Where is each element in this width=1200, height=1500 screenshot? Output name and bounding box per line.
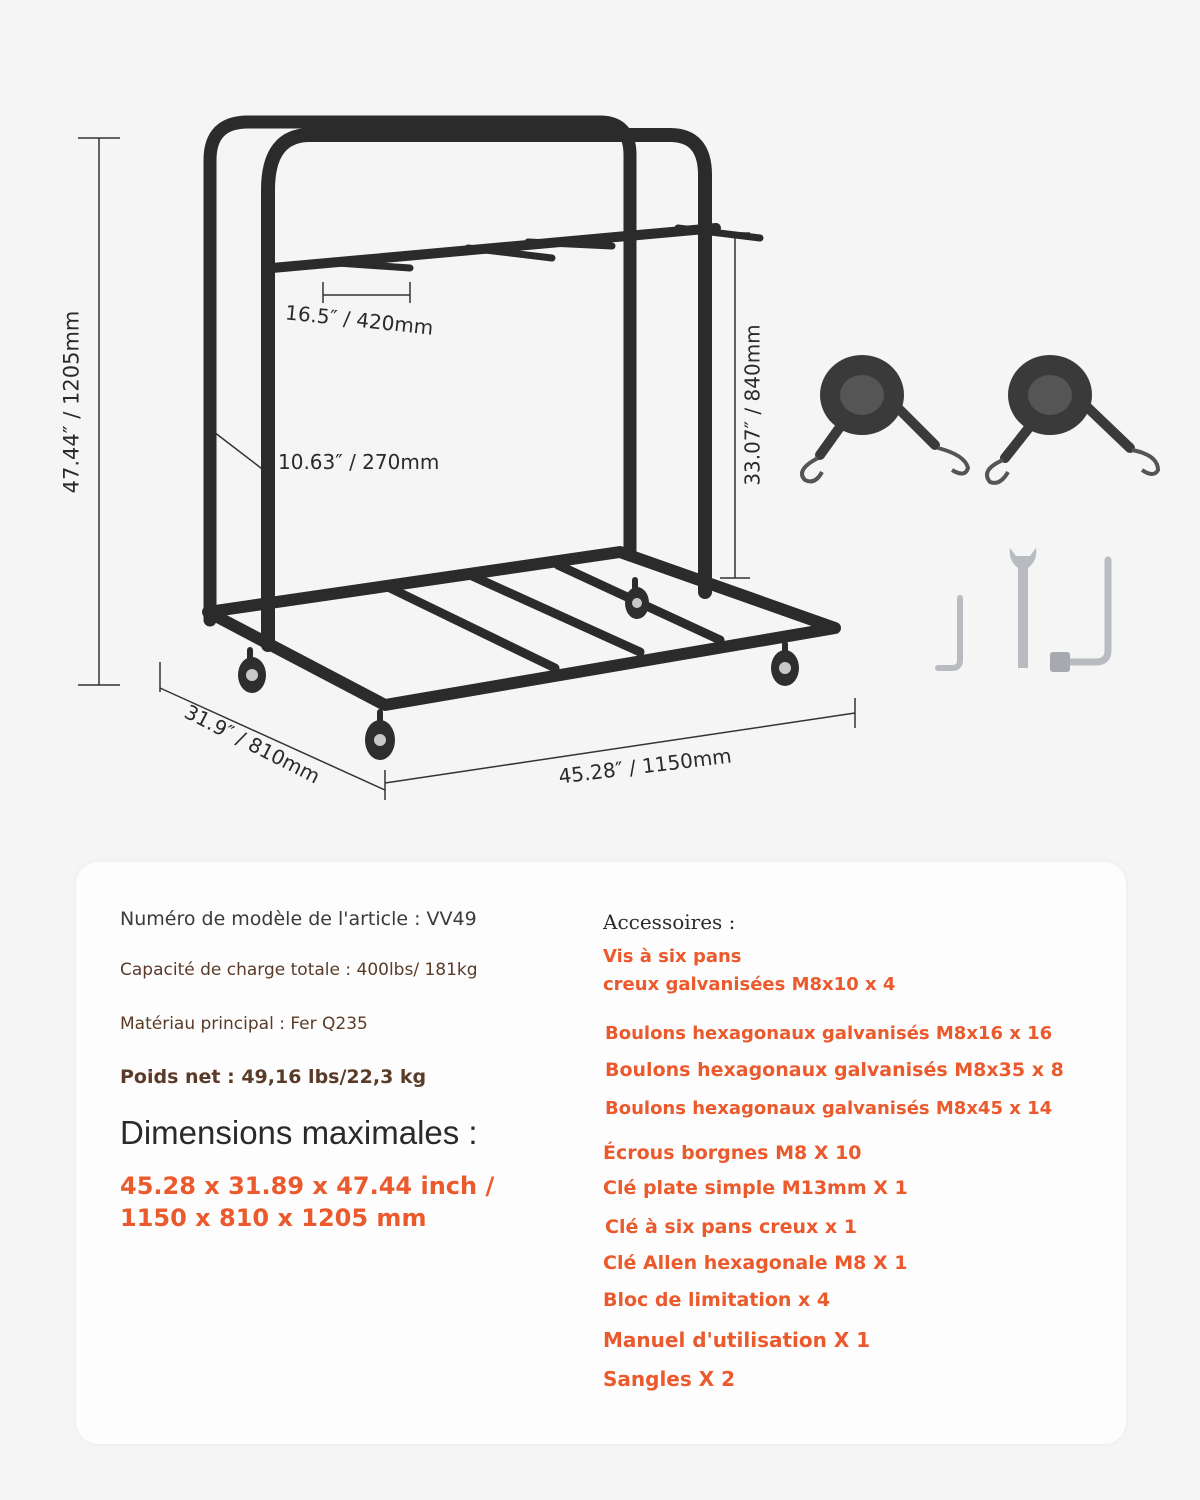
socket-wrench-icon [1050,560,1108,672]
strap-right-icon [987,355,1158,483]
dimensions-inch: 45.28 x 31.89 x 47.44 inch / [120,1172,495,1200]
wrench-icon [1010,548,1037,668]
model-number: Numéro de modèle de l'article : VV49 [120,908,477,930]
width-label: 45.28″ / 1150mm [557,743,733,789]
upper-height-label: 33.07″ / 840mm [740,324,765,486]
allen-key-icon [938,598,960,668]
accessory-item: Boulons hexagonaux galvanisés M8x16 x 16 [605,1023,1053,1044]
accessory-item: Vis à six pans [603,946,742,967]
dimensions-title: Dimensions maximales : [120,1114,478,1151]
accessory-item: creux galvanisées M8x10 x 4 [603,974,896,995]
depth-label: 31.9″ / 810mm [180,699,324,789]
dimensions-mm: 1150 x 810 x 1205 mm [120,1204,427,1232]
accessory-item: Clé à six pans creux x 1 [605,1216,857,1238]
spec-card [76,862,1126,1444]
accessory-item: Clé Allen hexagonale M8 X 1 [603,1252,908,1274]
accessories-heading: Accessoires : [603,910,736,934]
accessory-item: Manuel d'utilisation X 1 [603,1328,871,1352]
accessory-item: Clé plate simple M13mm X 1 [603,1177,908,1199]
strap-left-icon [802,355,968,481]
load-capacity: Capacité de charge totale : 400lbs/ 181kg [120,960,478,980]
accessory-item: Boulons hexagonaux galvanisés M8x45 x 14 [605,1098,1053,1119]
accessory-item: Sangles X 2 [603,1367,736,1391]
hook-spacing-label: 16.5″ / 420mm [284,300,435,340]
main-material: Matériau principal : Fer Q235 [120,1014,368,1034]
accessory-item: Écrous borgnes M8 X 10 [603,1142,862,1164]
net-weight: Poids net : 49,16 lbs/22,3 kg [120,1066,427,1088]
side-gap-label: 10.63″ / 270mm [278,450,440,474]
accessory-item: Bloc de limitation x 4 [603,1289,831,1311]
height-total-label: 47.44″ / 1205mm [59,310,84,494]
accessory-item: Boulons hexagonaux galvanisés M8x35 x 8 [605,1059,1064,1081]
